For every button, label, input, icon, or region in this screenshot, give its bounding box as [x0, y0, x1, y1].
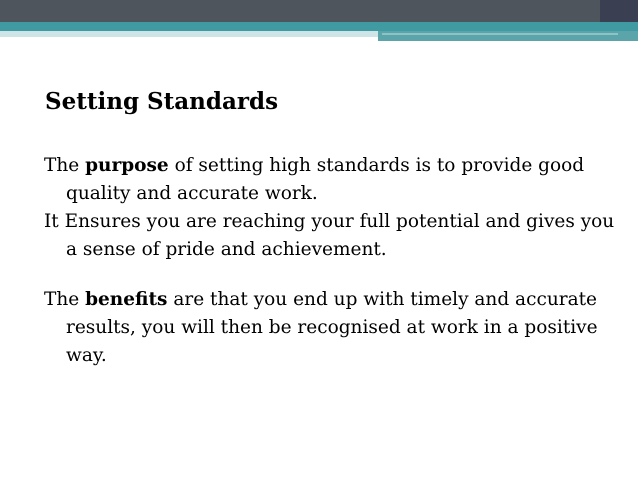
header-band: [0, 0, 638, 22]
slide-title: Setting Standards: [45, 88, 279, 115]
teal-tab-highlight: [382, 33, 618, 35]
paragraph-ensures: It Ensures you are reaching your full potential and gives you a sense of pride and achievement.: [44, 211, 615, 260]
paragraph-benefits-post: are that you end up with timely and accurate results, you will then be recognised at work in a positive way.: [66, 289, 598, 366]
header-accent: [600, 0, 638, 22]
paragraph-purpose-post: of setting high standards is to provide good quality and accurate work.: [66, 155, 585, 204]
teal-stripe: [0, 22, 638, 31]
paragraph-purpose-pre: The: [44, 155, 86, 176]
paragraph-benefits-bold: benefits: [85, 289, 168, 310]
paragraph-purpose: [44, 152, 624, 208]
slide-body: [44, 152, 624, 370]
paragraph-purpose-bold: purpose: [85, 155, 169, 176]
paragraph-benefits-pre: The: [44, 289, 86, 310]
paragraph-benefits: [44, 286, 624, 370]
